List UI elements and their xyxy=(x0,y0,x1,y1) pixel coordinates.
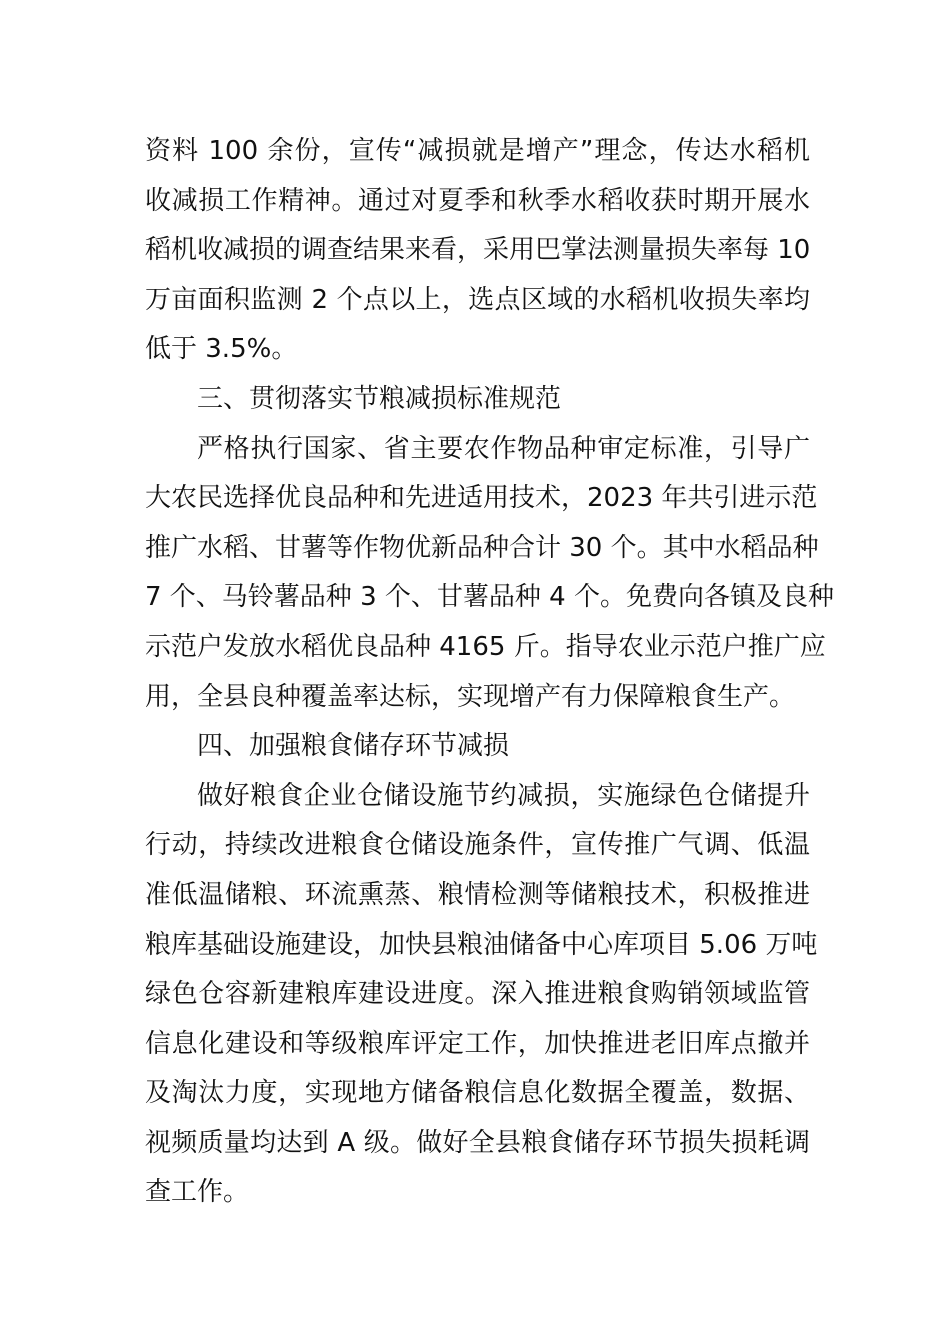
paragraph-line: 信息化建设和等级粮库评定工作，加快推进老旧库点撤并 xyxy=(145,1028,810,1059)
paragraph-line: 推广水稻、甘薯等作物优新品种合计 30 个。其中水稻品种 xyxy=(145,532,819,563)
paragraph-line: 大农民选择优良品种和先进适用技术，2023 年共引进示范 xyxy=(145,483,818,514)
paragraph-line: 视频质量均达到 A 级。做好全县粮食储存环节损失损耗调 xyxy=(145,1127,810,1158)
paragraph-line: 做好粮食企业仓储设施节约减损，实施绿色仓储提升 xyxy=(197,780,810,811)
paragraph-line: 查工作。 xyxy=(145,1177,250,1208)
paragraph-line: 及淘汰力度，实现地方储备粮信息化数据全覆盖，数据、 xyxy=(145,1078,810,1109)
paragraph-line: 绿色仓容新建粮库建设进度。深入推进粮食购销领域监管 xyxy=(145,979,810,1010)
paragraph-line: 7 个、马铃薯品种 3 个、甘薯品种 4 个。免费向各镇及良种 xyxy=(145,582,834,613)
paragraph-line: 资料 100 余份，宣传“减损就是增产”理念，传达水稻机 xyxy=(145,136,810,166)
paragraph-line: 严格执行国家、省主要农作物品种审定标准，引导广 xyxy=(197,433,810,464)
paragraph-line: 用，全县良种覆盖率达标，实现增产有力保障粮食生产。 xyxy=(145,681,796,712)
paragraph-line: 示范户发放水稻优良品种 4165 斤。指导农业示范户推广应 xyxy=(145,631,826,662)
paragraph-line: 收减损工作精神。通过对夏季和秋季水稻收获时期开展水 xyxy=(145,185,810,216)
section-heading: 四、加强粮食储存环节减损 xyxy=(197,731,510,762)
paragraph-line: 粮库基础设施建设，加快县粮油储备中心库项目 5.06 万吨 xyxy=(145,929,818,960)
paragraph-line: 万亩面积监测 2 个点以上，选点区域的水稻机收损失率均 xyxy=(145,284,810,315)
paragraph-line: 稻机收减损的调查结果来看，采用巴掌法测量损失率每 10 xyxy=(145,235,811,266)
paragraph-line: 行动，持续改进粮食仓储设施条件，宣传推广气调、低温 xyxy=(145,830,810,861)
paragraph-line: 低于 3.5%。 xyxy=(145,334,298,365)
document-page xyxy=(145,127,834,1218)
section-heading: 三、贯彻落实节粮减损标准规范 xyxy=(197,383,562,414)
paragraph-line: 准低温储粮、环流熏蒸、粮情检测等储粮技术，积极推进 xyxy=(145,879,810,910)
